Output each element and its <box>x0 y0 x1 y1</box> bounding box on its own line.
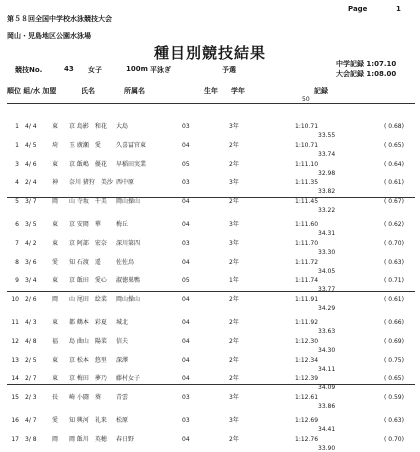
event-distance: 100m <box>126 65 148 73</box>
club: 東 <box>52 123 59 130</box>
school-name: 梅丘 <box>116 221 129 228</box>
place: 13 <box>11 356 19 364</box>
club: 愛 <box>52 258 59 266</box>
birth-year: 04 <box>182 356 190 364</box>
reaction-time: ( 0.61) <box>384 296 404 304</box>
split-time: 34.31 <box>318 230 336 237</box>
place: 16 <box>11 417 19 424</box>
birth-year: 04 <box>182 198 190 206</box>
heat-lane: 3/ 4 <box>25 277 37 285</box>
place: 8 <box>15 258 19 266</box>
record-line: 中学記録 1:07.10 <box>336 60 397 68</box>
club: 埼 <box>52 141 59 149</box>
place: 5 <box>15 198 19 206</box>
header-divider <box>7 103 415 104</box>
swimmer-name: 京 飯嶋 優花 <box>69 160 107 168</box>
birth-year: 03 <box>182 123 190 130</box>
school-year: 3年 <box>229 221 239 228</box>
swimmer-name: 京 安岡 華 <box>69 221 101 228</box>
swimmer-name: 崎 小闘 葵 <box>69 394 101 402</box>
time: 1:12.61 <box>295 394 319 402</box>
school-name: 信夫 <box>116 337 129 345</box>
club: 東 <box>52 375 59 383</box>
club: 東 <box>52 160 59 168</box>
event-number-label: 競技No. <box>15 66 43 74</box>
time: 1:11.10 <box>295 160 319 168</box>
school-name: 春日野 <box>116 435 135 443</box>
split-time: 34.11 <box>318 365 336 373</box>
heat-lane: 4/ 2 <box>25 239 37 247</box>
birth-year: 04 <box>182 337 190 345</box>
split-time: 34.09 <box>318 384 336 392</box>
reaction-time: ( 0.67) <box>384 198 404 206</box>
place: 9 <box>15 277 19 285</box>
school-year: 2年 <box>229 296 239 304</box>
school-name: 松原 <box>116 417 129 424</box>
split-time: 33.74 <box>318 150 336 158</box>
school-year: 3年 <box>229 179 239 187</box>
column-header-time: 記録 <box>314 87 328 95</box>
page-label: Page <box>348 5 368 13</box>
swimmer-name: 岡 飯川 英穂 <box>69 435 107 443</box>
reaction-time: ( 0.75) <box>384 356 404 364</box>
place: 3 <box>15 160 19 168</box>
school-year: 3年 <box>229 417 239 424</box>
place: 4 <box>15 179 19 187</box>
split-time: 33.86 <box>318 403 336 411</box>
club: 岡 <box>52 198 59 206</box>
reaction-time: ( 0.59) <box>384 394 404 402</box>
split-time: 33.55 <box>318 132 336 139</box>
school-name: 淑徳巣鴨 <box>116 277 141 285</box>
school-year: 2年 <box>229 258 239 266</box>
club: 東 <box>52 319 59 326</box>
time: 1:11.70 <box>295 239 319 247</box>
time: 1:11.74 <box>295 277 319 285</box>
event-number: 43 <box>64 65 74 73</box>
school-year: 2年 <box>229 141 239 149</box>
heat-lane: 4/ 4 <box>25 123 37 130</box>
column-header-school: 所属名 <box>124 87 145 95</box>
reaction-time: ( 0.61) <box>384 179 404 187</box>
swimmer-name: 京 阿部 宏奈 <box>69 239 107 247</box>
place: 1 <box>15 123 19 130</box>
swimmer-name: 京 梅田 夢乃 <box>69 375 107 383</box>
school-name: 大島 <box>116 123 129 130</box>
time: 1:12.30 <box>295 337 319 345</box>
swimmer-name: 玉 廣瀬 愛 <box>69 141 101 149</box>
heat-lane: 4/ 6 <box>25 160 37 168</box>
club: 神 <box>52 179 59 187</box>
reaction-time: ( 0.69) <box>384 337 404 345</box>
school-year: 2年 <box>229 435 239 443</box>
birth-year: 04 <box>182 375 190 383</box>
school-name: 早稲田実業 <box>116 160 147 168</box>
place: 6 <box>15 221 19 228</box>
reaction-time: ( 0.71) <box>384 277 404 285</box>
time: 1:12.39 <box>295 375 319 383</box>
club: 長 <box>52 394 59 402</box>
heat-lane: 2/ 6 <box>25 296 37 304</box>
school-name: 岡山操山 <box>116 296 141 304</box>
meet-name: 第５８回全国中学校水泳競技大会 <box>7 15 112 23</box>
place: 11 <box>11 319 19 326</box>
reaction-time: ( 0.70) <box>384 435 404 443</box>
split-time: 34.29 <box>318 305 336 313</box>
reaction-time: ( 0.66) <box>384 319 404 326</box>
split-time: 33.77 <box>318 286 336 294</box>
reaction-time: ( 0.64) <box>384 160 404 168</box>
reaction-time: ( 0.68) <box>384 123 404 130</box>
split-time: 33.90 <box>318 444 336 452</box>
school-name: 藤村女子 <box>116 375 141 383</box>
place: 14 <box>11 375 19 383</box>
column-header-place-heat: 順位 組/水 加盟 <box>7 87 57 95</box>
split-time: 33.82 <box>318 188 336 196</box>
time: 1:11.45 <box>295 198 319 206</box>
split-time: 33.30 <box>318 248 336 256</box>
birth-year: 05 <box>182 160 190 168</box>
split-time: 33.22 <box>318 207 336 215</box>
heat-lane: 3/ 6 <box>25 258 37 266</box>
school-year: 2年 <box>229 198 239 206</box>
time: 1:12.34 <box>295 356 319 364</box>
birth-year: 04 <box>182 141 190 149</box>
time: 1:11.72 <box>295 258 319 266</box>
split-time: 32.98 <box>318 169 336 177</box>
heat-lane: 3/ 7 <box>25 198 37 206</box>
swimmer-name: 知 興河 礼来 <box>69 417 107 424</box>
group-divider <box>7 384 415 385</box>
heat-lane: 4/ 8 <box>25 337 37 345</box>
split-time: 34.30 <box>318 346 336 354</box>
school-name: 青雲 <box>116 394 129 402</box>
school-year: 2年 <box>229 337 239 345</box>
time: 1:11.35 <box>295 179 319 187</box>
reaction-time: ( 0.62) <box>384 221 404 228</box>
school-name: 岡山操山 <box>116 198 141 206</box>
time: 1:10.71 <box>295 123 319 130</box>
club: 東 <box>52 239 59 247</box>
column-header-name: 氏名 <box>81 87 95 95</box>
group-divider <box>7 291 415 292</box>
time: 1:11.91 <box>295 296 319 304</box>
school-year: 3年 <box>229 239 239 247</box>
swimmer-name: 京 島影 和花 <box>69 123 107 130</box>
place: 15 <box>11 394 19 402</box>
split-time: 34.41 <box>318 426 336 433</box>
school-year: 3年 <box>229 394 239 402</box>
club: 東 <box>52 356 59 364</box>
reaction-time: ( 0.65) <box>384 141 404 149</box>
record-line: 大会記録 1:08.00 <box>336 70 397 78</box>
birth-year: 04 <box>182 221 190 228</box>
swimmer-name: 知 石渡 遥 <box>69 258 101 266</box>
heat-lane: 3/ 5 <box>25 221 37 228</box>
school-name: 深澤 <box>116 356 129 364</box>
school-year: 2年 <box>229 160 239 168</box>
column-header-grade: 生年 <box>204 87 218 95</box>
school-name: 佐佐鳥 <box>116 258 135 266</box>
heat-lane: 2/ 5 <box>25 356 37 364</box>
club: 福 <box>52 337 59 345</box>
birth-year: 03 <box>182 417 190 424</box>
birth-year: 04 <box>182 296 190 304</box>
birth-year: 03 <box>182 179 190 187</box>
heat-lane: 3/ 8 <box>25 435 37 443</box>
swimmer-name: 山 尾田 絵菜 <box>69 296 107 304</box>
school-year: 2年 <box>229 319 239 326</box>
heat-lane: 4/ 7 <box>25 417 37 424</box>
birth-year: 05 <box>182 277 190 285</box>
birth-year: 03 <box>182 394 190 402</box>
school-name: 久喜冨官東 <box>116 141 147 149</box>
swimmer-name: 京 松本 悠里 <box>69 356 107 364</box>
club: 愛 <box>52 417 59 424</box>
time: 1:11.92 <box>295 319 319 326</box>
venue: 岡山・児島地区公園水泳場 <box>7 32 91 40</box>
birth-year: 03 <box>182 239 190 247</box>
school-year: 3年 <box>229 123 239 130</box>
reaction-time: ( 0.65) <box>384 375 404 383</box>
heat-lane: 2/ 7 <box>25 375 37 383</box>
swimmer-name: 京 飯田 愛心 <box>69 277 107 285</box>
swimmer-name: 島 曲山 陽菜 <box>69 337 107 345</box>
place: 12 <box>11 337 19 345</box>
reaction-time: ( 0.70) <box>384 239 404 247</box>
place: 10 <box>11 296 19 304</box>
birth-year: 04 <box>182 435 190 443</box>
split-time: 34.05 <box>318 267 336 275</box>
time: 1:11.60 <box>295 221 319 228</box>
heat-lane: 2/ 4 <box>25 179 37 187</box>
school-year: 1年 <box>229 277 239 285</box>
column-header-year: 学年 <box>231 87 245 95</box>
club: 岡 <box>52 435 59 443</box>
school-name: 城北 <box>116 319 129 326</box>
event-sex: 女子 <box>88 66 102 74</box>
time: 1:10.71 <box>295 141 319 149</box>
place: 17 <box>11 435 19 443</box>
reaction-time: ( 0.63) <box>384 417 404 424</box>
event-round: 予選 <box>222 66 236 74</box>
heat-lane: 2/ 3 <box>25 394 37 402</box>
school-name: 西中原 <box>116 179 135 187</box>
club: 東 <box>52 277 59 285</box>
place: 1 <box>15 141 19 149</box>
place: 7 <box>15 239 19 247</box>
club: 東 <box>52 221 59 228</box>
column-header-split: 50 <box>302 96 310 103</box>
split-time: 33.63 <box>318 328 336 335</box>
school-year: 2年 <box>229 375 239 383</box>
school-name: 深川第四 <box>116 239 141 247</box>
birth-year: 04 <box>182 319 190 326</box>
reaction-time: ( 0.63) <box>384 258 404 266</box>
page-title: 種目別競技結果 <box>153 44 266 62</box>
time: 1:12.69 <box>295 417 319 424</box>
heat-lane: 4/ 3 <box>25 319 37 326</box>
birth-year: 04 <box>182 258 190 266</box>
school-year: 2年 <box>229 356 239 364</box>
event-stroke: 平泳ぎ <box>150 66 171 74</box>
page-number: 1 <box>396 5 401 13</box>
swimmer-name: 山 寺坂 千美 <box>69 198 107 206</box>
club: 岡 <box>52 296 59 304</box>
swimmer-name: 奈川 猪狩 美沙 <box>69 179 113 187</box>
time: 1:12.76 <box>295 435 319 443</box>
heat-lane: 4/ 5 <box>25 141 37 149</box>
swimmer-name: 都 鶴本 彩夏 <box>69 319 107 326</box>
